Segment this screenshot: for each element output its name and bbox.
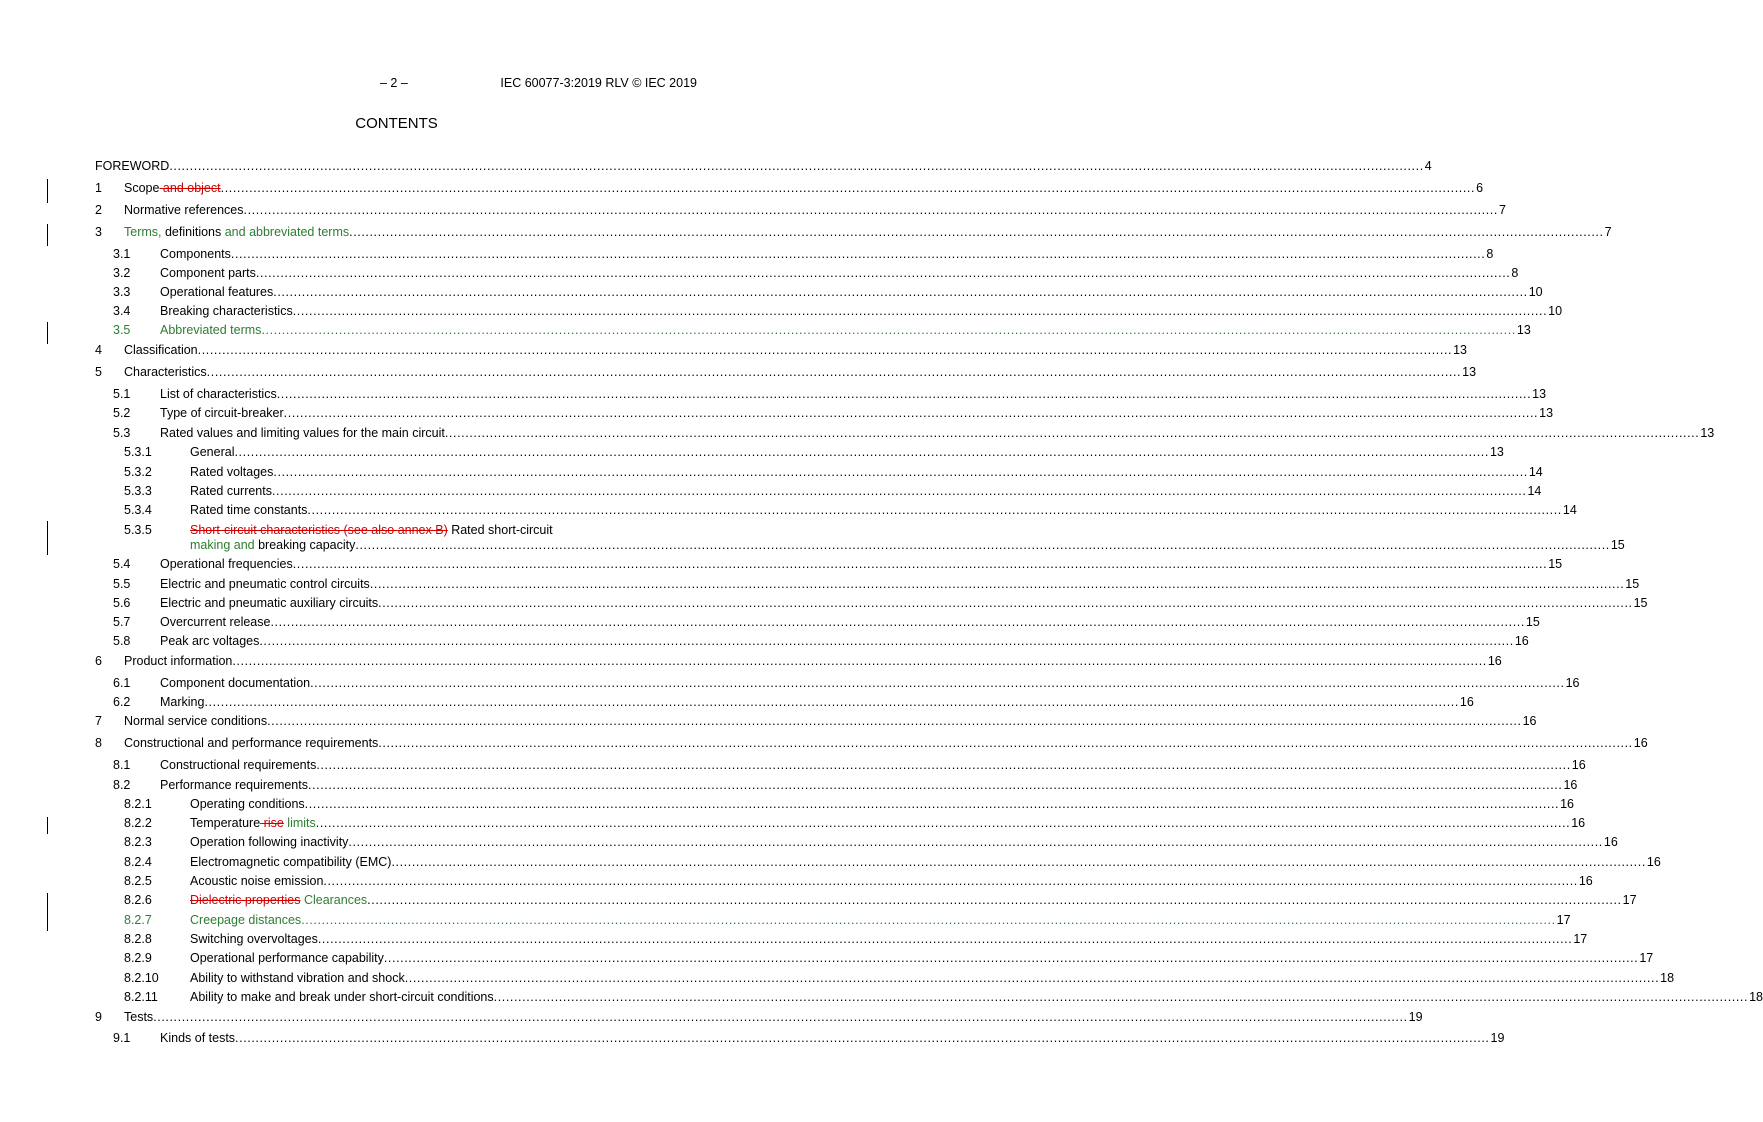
toc-leader: ....................................................................................................................................................................................................................................................................................................................: [273, 285, 1528, 299]
toc-entry-number: 8.2.7: [124, 913, 152, 927]
deleted-text: and object: [159, 181, 221, 195]
page-title: CONTENTS: [355, 115, 438, 132]
toc-entry-number: 3.3: [113, 285, 131, 299]
toc-entry-8-2-2[interactable]: [124, 816, 1586, 831]
toc-entry-title: Temperature rise limits: [190, 816, 316, 830]
toc-entry-title: Rated voltages: [190, 465, 274, 479]
toc-entry-number: 8.2.11: [124, 990, 158, 1004]
toc-entry-5-3-1[interactable]: [124, 445, 1504, 460]
toc-page-number: 16: [1646, 855, 1661, 869]
toc-entry-5-1[interactable]: [113, 387, 1547, 402]
toc-entry-8-2-4[interactable]: [124, 855, 1661, 870]
toc-entry-5-5[interactable]: [113, 577, 1640, 592]
toc-page-number: 8: [1486, 247, 1494, 261]
toc-leader: ....................................................................................................................................................................................................................................................................................................................: [493, 990, 1749, 1004]
toc-entry-8-2-6[interactable]: [124, 893, 1637, 908]
toc-leader: ....................................................................................................................................................................................................................................................................................................................: [243, 203, 1498, 217]
toc-entry-title: Characteristics: [124, 365, 207, 379]
toc-entry-title: Kinds of tests: [160, 1031, 236, 1045]
toc-entry-5-7[interactable]: [113, 615, 1540, 630]
toc-entry-3-3[interactable]: [113, 285, 1543, 300]
toc-entry-title: Operating conditions: [190, 797, 305, 811]
toc-leader: ....................................................................................................................................................................................................................................................................................................................: [355, 538, 1610, 552]
toc-entry-number: 5.3.1: [124, 445, 152, 459]
toc-entry-8-2-8[interactable]: [124, 932, 1588, 947]
toc-leader: ....................................................................................................................................................................................................................................................................................................................: [404, 971, 1660, 985]
change-bar: [47, 893, 48, 931]
toc-entry-title: Acoustic noise emission: [190, 874, 324, 888]
page-header: [0, 76, 793, 92]
toc-leader: ....................................................................................................................................................................................................................................................................................................................: [235, 1031, 1490, 1045]
toc-leader: ....................................................................................................................................................................................................................................................................................................................: [259, 634, 1514, 648]
toc-entry-title: General: [190, 445, 235, 459]
toc-leader: ....................................................................................................................................................................................................................................................................................................................: [304, 797, 1560, 811]
toc-entry-5-3-2[interactable]: [124, 465, 1543, 480]
toc-leader: ....................................................................................................................................................................................................................................................................................................................: [378, 736, 1633, 750]
toc-entry-title: Breaking characteristics: [160, 304, 293, 318]
toc-page-number: 4: [1424, 159, 1432, 173]
toc-entry-title-line1: Short-circuit characteristics (see also annex B) Rated short-circuit: [190, 523, 553, 537]
toc-entry-9-1[interactable]: [113, 1031, 1505, 1046]
toc-leader: ....................................................................................................................................................................................................................................................................................................................: [206, 365, 1462, 379]
toc-entry-title: Operational performance capability: [190, 951, 384, 965]
toc-leader: ....................................................................................................................................................................................................................................................................................................................: [316, 758, 1571, 772]
toc-leader: ....................................................................................................................................................................................................................................................................................................................: [234, 445, 1489, 459]
toc-entry-title: FOREWORD: [95, 159, 170, 173]
toc-page-number: 16: [1459, 695, 1474, 709]
toc-entry-6-2[interactable]: [113, 695, 1474, 710]
toc-leader: ....................................................................................................................................................................................................................................................................................................................: [315, 816, 1571, 830]
toc-page-number: 16: [1522, 714, 1537, 728]
toc-entry-title: Operational frequencies: [160, 557, 293, 571]
change-bar: [47, 817, 48, 834]
deleted-text: rise: [260, 816, 284, 830]
toc-entry-title: Overcurrent release: [160, 615, 271, 629]
toc-leader: ....................................................................................................................................................................................................................................................................................................................: [276, 387, 1532, 401]
toc-page-number: 16: [1560, 797, 1575, 811]
inserted-text: making and: [190, 538, 255, 552]
toc-page-number: 13: [1532, 387, 1547, 401]
toc-page-number: 13: [1516, 323, 1531, 337]
toc-entry-number: 8.1: [113, 758, 131, 772]
toc-leader: ....................................................................................................................................................................................................................................................................................................................: [292, 304, 1548, 318]
toc-leader: ....................................................................................................................................................................................................................................................................................................................: [307, 503, 1562, 517]
toc-entry-8-2-11[interactable]: [124, 990, 1763, 1005]
toc-page-number: 16: [1514, 634, 1529, 648]
toc-page-number: 17: [1556, 913, 1571, 927]
toc-entry-title: Components: [160, 247, 231, 261]
toc-entry-number: 5.5: [113, 577, 131, 591]
document-reference: IEC 60077-3:2019 RLV © IEC 2019: [500, 76, 697, 90]
toc-leader: ....................................................................................................................................................................................................................................................................................................................: [369, 577, 1625, 591]
toc-entry-3-5[interactable]: [113, 323, 1531, 338]
toc-page-number: 16: [1578, 874, 1593, 888]
toc-entry-title: Rated values and limiting values for the main circuit: [160, 426, 445, 440]
toc-entry-title: Component parts: [160, 266, 256, 280]
toc-leader: ....................................................................................................................................................................................................................................................................................................................: [232, 654, 1487, 668]
toc-entry-number: 5.6: [113, 596, 131, 610]
toc-entry-number: 5.7: [113, 615, 131, 629]
toc-entry-number: 3.1: [113, 247, 131, 261]
toc-entry-title: Component documentation: [160, 676, 311, 690]
toc-leader: ....................................................................................................................................................................................................................................................................................................................: [378, 596, 1633, 610]
change-bar: [47, 224, 48, 246]
toc-leader: ....................................................................................................................................................................................................................................................................................................................: [292, 557, 1548, 571]
toc-page-number: 14: [1528, 465, 1543, 479]
toc-entry-9[interactable]: [95, 1010, 1423, 1025]
toc-entry-number: 4: [95, 343, 102, 357]
toc-entry-8-2-9[interactable]: [124, 951, 1654, 966]
toc-entry-8-2-3[interactable]: [124, 835, 1618, 850]
toc-entry-title: Tests: [124, 1010, 154, 1024]
toc-entry-number: 2: [95, 203, 102, 217]
toc-leader: ....................................................................................................................................................................................................................................................................................................................: [310, 676, 1565, 690]
toc-entry-number: 8.2.3: [124, 835, 152, 849]
toc-entry-title: Operational features: [160, 285, 274, 299]
toc-page-number: 8: [1511, 266, 1519, 280]
toc-entry-number: 6: [95, 654, 102, 668]
toc-entry-title: Electric and pneumatic auxiliary circuits: [160, 596, 379, 610]
toc-entry-number: 8: [95, 736, 102, 750]
toc-entry-title: Operation following inactivity: [190, 835, 349, 849]
toc-entry-number: 6.1: [113, 676, 131, 690]
toc-entry-5-3-4[interactable]: [124, 503, 1577, 518]
toc-leader: ....................................................................................................................................................................................................................................................................................................................: [261, 323, 1516, 337]
toc-entry-number: 8.2.5: [124, 874, 152, 888]
toc-leader: ....................................................................................................................................................................................................................................................................................................................: [270, 615, 1525, 629]
toc-entry-number: 5.1: [113, 387, 131, 401]
toc-entry-4[interactable]: [95, 343, 1467, 358]
toc-page-number: 19: [1490, 1031, 1505, 1045]
toc-entry-title: Product information: [124, 654, 233, 668]
toc-entry-5-3[interactable]: [113, 426, 1715, 441]
toc-entry-number: 3.4: [113, 304, 131, 318]
toc-leader: ....................................................................................................................................................................................................................................................................................................................: [204, 695, 1459, 709]
toc-entry-number: 8.2: [113, 778, 131, 792]
toc-entry-number: 8.2.6: [124, 893, 152, 907]
toc-leader: ....................................................................................................................................................................................................................................................................................................................: [317, 932, 1573, 946]
toc-page-number: 15: [1610, 538, 1625, 552]
toc-page-number: 7: [1604, 225, 1612, 239]
toc-page-number: 10: [1548, 304, 1563, 318]
inserted-text: Clearances: [300, 893, 368, 907]
toc-entry-foreword[interactable]: [95, 159, 1432, 174]
toc-entry-5-3-5[interactable]: [190, 538, 1625, 553]
change-bar: [47, 521, 48, 555]
toc-page-number: 7: [1498, 203, 1506, 217]
toc-page-number: 18: [1749, 990, 1763, 1004]
toc-page-number: 16: [1603, 835, 1618, 849]
change-bar: [47, 322, 48, 344]
toc-entry-number: 9: [95, 1010, 102, 1024]
toc-page-number: 18: [1660, 971, 1675, 985]
toc-page-number: 13: [1489, 445, 1504, 459]
toc-entry-title: Terms, definitions and abbreviated terms: [124, 225, 350, 239]
toc-entry-number: 5.2: [113, 406, 131, 420]
toc-entry-number: 1: [95, 181, 102, 195]
toc-entry-title: Peak arc voltages: [160, 634, 260, 648]
toc-leader: ....................................................................................................................................................................................................................................................................................................................: [301, 913, 1556, 927]
toc-entry-number: 5.4: [113, 557, 131, 571]
inserted-text: and abbreviated terms: [224, 225, 350, 239]
toc-entry-title: Ability to make and break under short-circuit conditions: [190, 990, 494, 1004]
toc-entry-number: 8.2.1: [124, 797, 152, 811]
toc-entry-5-2[interactable]: [113, 406, 1554, 421]
toc-entry-title: Constructional requirements: [160, 758, 317, 772]
toc-page-number: 16: [1565, 676, 1580, 690]
toc-entry-title: Rated time constants: [190, 503, 308, 517]
toc-leader: ....................................................................................................................................................................................................................................................................................................................: [367, 893, 1622, 907]
toc-entry-number: 8.2.2: [124, 816, 152, 830]
toc-entry-number: 5.3.2: [124, 465, 152, 479]
toc-entry-number: 8.2.10: [124, 971, 159, 985]
change-bar: [47, 179, 48, 203]
toc-entry-number: 8.2.4: [124, 855, 152, 869]
toc-page-number: 14: [1527, 484, 1542, 498]
toc-entry-title: Normative references: [124, 203, 244, 217]
toc-entry-7[interactable]: [95, 714, 1537, 729]
toc-page-number: 15: [1633, 596, 1648, 610]
toc-page-number: 17: [1622, 893, 1637, 907]
toc-page-number: 16: [1487, 654, 1502, 668]
page-number: – 2 –: [380, 76, 408, 90]
toc-leader: ....................................................................................................................................................................................................................................................................................................................: [444, 426, 1700, 440]
toc-page-number: 16: [1571, 758, 1586, 772]
toc-page-number: 14: [1562, 503, 1577, 517]
toc-page-number: 6: [1476, 181, 1484, 195]
toc-entry-title: Marking: [160, 695, 205, 709]
toc-entry-title: [190, 893, 367, 908]
toc-leader: ....................................................................................................................................................................................................................................................................................................................: [197, 343, 1453, 357]
toc-entry-8-2-10[interactable]: [124, 971, 1675, 986]
toc-entry-2[interactable]: [95, 203, 1506, 218]
toc-leader: ....................................................................................................................................................................................................................................................................................................................: [267, 714, 1522, 728]
toc-entry-5-4[interactable]: [113, 557, 1563, 572]
toc-entry-title: Classification: [124, 343, 198, 357]
toc-page-number: 17: [1639, 951, 1654, 965]
toc-entry-number: 5.3.3: [124, 484, 152, 498]
toc-entry-title: Switching overvoltages: [190, 932, 318, 946]
toc-page-number: 13: [1462, 365, 1477, 379]
toc-entry-number: 5.8: [113, 634, 131, 648]
toc-entry-number: 5.3.4: [124, 503, 152, 517]
toc-entry-title: List of characteristics: [160, 387, 277, 401]
toc-entry-title: Type of circuit-breaker: [160, 406, 284, 420]
toc-entry-3-1[interactable]: [113, 247, 1494, 262]
toc-page-number: 13: [1453, 343, 1467, 357]
toc-entry-3-2[interactable]: [113, 266, 1519, 281]
toc-entry-8-2-7[interactable]: [124, 913, 1571, 928]
toc-page-number: 16: [1563, 778, 1578, 792]
toc-entry-number: 5.3: [113, 426, 131, 440]
toc-leader: ....................................................................................................................................................................................................................................................................................................................: [271, 484, 1527, 498]
deleted-text: Dielectric properties: [190, 893, 301, 907]
toc-entry-6-1[interactable]: [113, 676, 1580, 691]
toc-entry-number: 9.1: [113, 1031, 131, 1045]
toc-entry-8[interactable]: [95, 736, 1648, 751]
toc-leader: ....................................................................................................................................................................................................................................................................................................................: [348, 835, 1603, 849]
toc-entry-title: Creepage distances: [190, 913, 302, 927]
toc-entry-number: 3: [95, 225, 102, 239]
toc-entry-number: 8.2.8: [124, 932, 152, 946]
toc-entry-6[interactable]: [95, 654, 1502, 669]
toc-entry-title: Abbreviated terms: [160, 323, 262, 337]
toc-entry-title-line2: making and breaking capacity: [190, 538, 356, 552]
toc-entry-title: Performance requirements: [160, 778, 308, 792]
toc-page-number: 16: [1571, 816, 1586, 830]
toc-leader: ....................................................................................................................................................................................................................................................................................................................: [230, 247, 1486, 261]
toc-entry-title: Scope and object: [124, 181, 221, 195]
toc-page-number: 15: [1548, 557, 1563, 571]
toc-leader: ....................................................................................................................................................................................................................................................................................................................: [283, 406, 1539, 420]
toc-page-number: 17: [1573, 932, 1588, 946]
toc-entry-8-2[interactable]: [113, 778, 1578, 793]
toc-page-number: 13: [1700, 426, 1715, 440]
toc-entry-title: Normal service conditions: [124, 714, 268, 728]
toc-page-number: 13: [1539, 406, 1554, 420]
toc-entry-title: Ability to withstand vibration and shock: [190, 971, 405, 985]
toc-leader: ....................................................................................................................................................................................................................................................................................................................: [255, 266, 1511, 280]
toc-entry-5[interactable]: [95, 365, 1477, 380]
toc-page-number: 16: [1633, 736, 1648, 750]
toc-entry-number: 5.3.5: [124, 523, 152, 537]
toc-entry-8-2-1[interactable]: [124, 797, 1575, 812]
toc-entry-8-1[interactable]: [113, 758, 1586, 773]
inserted-text: limits: [283, 816, 316, 830]
deleted-text: Short-circuit characteristics (see also annex B): [190, 523, 448, 537]
toc-entry-title: Constructional and performance requirements: [124, 736, 379, 750]
toc-entry-number: 7: [95, 714, 102, 728]
toc-entry-number: 3.5: [113, 323, 131, 337]
toc-leader: ....................................................................................................................................................................................................................................................................................................................: [153, 1010, 1408, 1024]
toc-entry-8-2-5[interactable]: [124, 874, 1593, 889]
toc-entry-number: 6.2: [113, 695, 131, 709]
toc-entry-1[interactable]: [95, 181, 1484, 196]
toc-entry-5-3-3[interactable]: [124, 484, 1542, 499]
toc-leader: ....................................................................................................................................................................................................................................................................................................................: [220, 181, 1476, 195]
toc-entry-3[interactable]: [95, 225, 1612, 240]
toc-leader: ....................................................................................................................................................................................................................................................................................................................: [169, 159, 1424, 173]
toc-entry-number: 3.2: [113, 266, 131, 280]
toc-leader: ....................................................................................................................................................................................................................................................................................................................: [383, 951, 1639, 965]
toc-entry-title: Electromagnetic compatibility (EMC): [190, 855, 392, 869]
toc-entry-5-8[interactable]: [113, 634, 1529, 649]
toc-entry-5-6[interactable]: [113, 596, 1648, 611]
toc-entry-number: 8.2.9: [124, 951, 152, 965]
inserted-text: Terms,: [124, 225, 162, 239]
toc-entry-title: Rated currents: [190, 484, 272, 498]
toc-page-number: 10: [1528, 285, 1543, 299]
toc-page-number: 19: [1408, 1010, 1423, 1024]
toc-leader: ....................................................................................................................................................................................................................................................................................................................: [349, 225, 1604, 239]
toc-leader: ....................................................................................................................................................................................................................................................................................................................: [307, 778, 1563, 792]
toc-entry-title: Electric and pneumatic control circuits: [160, 577, 370, 591]
toc-page-number: 15: [1625, 577, 1640, 591]
toc-entry-number: 5: [95, 365, 102, 379]
toc-entry-3-4[interactable]: [113, 304, 1563, 319]
toc-page-number: 15: [1525, 615, 1540, 629]
toc-leader: ....................................................................................................................................................................................................................................................................................................................: [273, 465, 1528, 479]
toc-leader: ....................................................................................................................................................................................................................................................................................................................: [323, 874, 1578, 888]
toc-leader: ....................................................................................................................................................................................................................................................................................................................: [391, 855, 1646, 869]
